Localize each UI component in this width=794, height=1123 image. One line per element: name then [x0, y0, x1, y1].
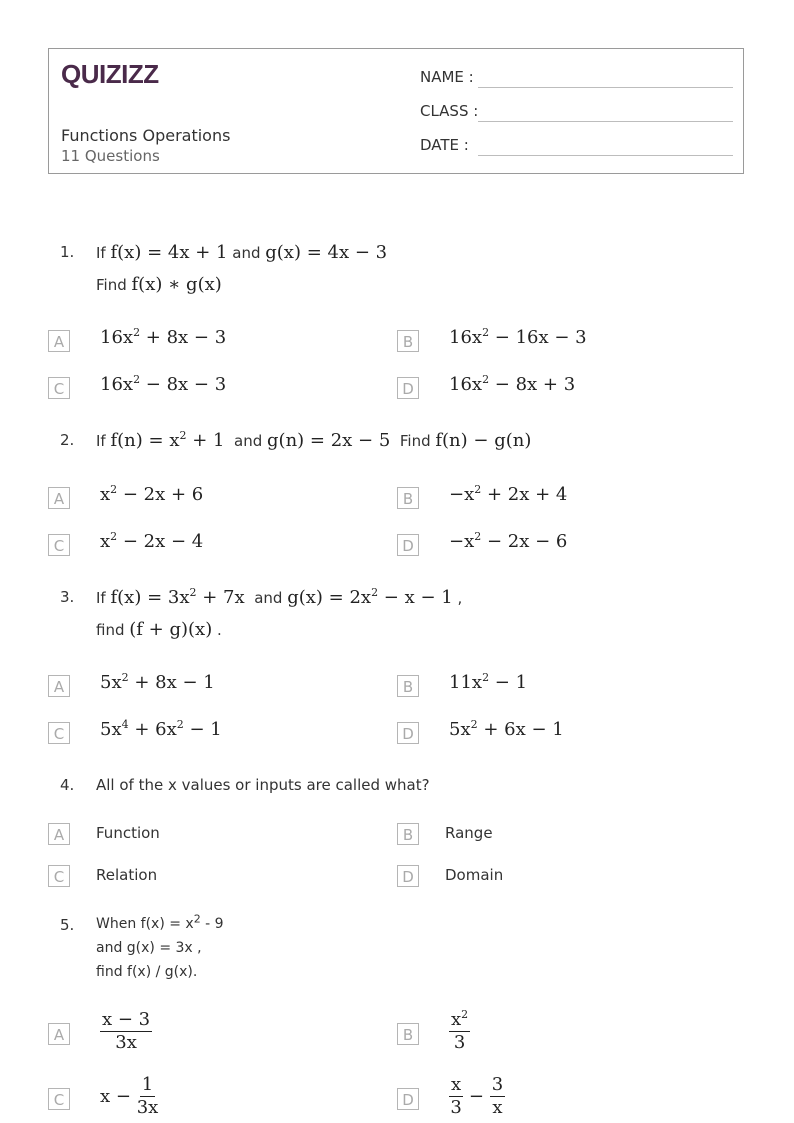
- option-letter: B: [397, 675, 419, 697]
- question-line-2: and g(x) = 3x ,: [96, 940, 202, 956]
- option-letter: A: [48, 823, 70, 845]
- option-text: $\frac{x - 3}{3x}$: [102, 1009, 151, 1053]
- question-text: If $f(n) = x^2 + 1$ and g(n) = 2x − 5 Find f(n) − g(n): [96, 429, 532, 451]
- question-text: All of the x values or inputs are called what?: [96, 776, 430, 794]
- question-line-3: find f(x) / g(x).: [96, 964, 198, 980]
- option-text: $5x^4 + 6x^2 - 1$: [100, 718, 222, 740]
- quizizz-logo: QUIZIZZ: [61, 59, 159, 89]
- option-text: $\frac{x^2}{3}$: [451, 1008, 469, 1053]
- question-number: 4.: [60, 776, 75, 794]
- question-count: 11 Questions: [61, 147, 160, 165]
- question-number: 3.: [60, 588, 75, 606]
- option-text: Function: [96, 824, 160, 842]
- option-text: $16x^2 - 16x - 3$: [449, 326, 587, 348]
- class-label: CLASS :: [420, 102, 479, 120]
- option-letter: D: [397, 377, 419, 399]
- date-field[interactable]: [420, 136, 733, 154]
- option-text: $x^2 - 2x + 6$: [100, 483, 204, 505]
- option-text: $16x^2 + 8x - 3$: [100, 326, 227, 348]
- option-text: $-x^2 - 2x - 6$: [449, 530, 568, 552]
- option-letter: A: [48, 1023, 70, 1045]
- option-letter: D: [397, 722, 419, 744]
- class-field[interactable]: [420, 102, 733, 120]
- option-text: $\frac{x}{3}$ − $\frac{3}{x}$: [450, 1074, 504, 1118]
- class-line[interactable]: [478, 121, 733, 122]
- option-text: $5x^2 + 8x - 1$: [100, 671, 215, 693]
- option-letter: B: [397, 1023, 419, 1045]
- date-label: DATE :: [420, 136, 469, 154]
- question-number: 2.: [60, 431, 75, 449]
- worksheet-title: Functions Operations: [61, 126, 231, 145]
- option-text: Relation: [96, 866, 158, 884]
- worksheet-header: [48, 48, 744, 174]
- option-letter: C: [48, 377, 70, 399]
- option-letter: C: [48, 865, 70, 887]
- question-text: If $f(x) = 3x^2 + 7x$ and $g(x) = 2x^2 - x - 1$ ,: [96, 586, 463, 608]
- option-text: $-x^2 + 2x + 4$: [449, 483, 568, 505]
- option-text: $x^2 - 2x - 4$: [100, 530, 204, 552]
- question-number: 5.: [60, 916, 75, 934]
- option-letter: A: [48, 487, 70, 509]
- option-letter: A: [48, 675, 70, 697]
- option-text: Domain: [445, 866, 504, 884]
- option-letter: B: [397, 487, 419, 509]
- option-letter: D: [397, 534, 419, 556]
- name-label: NAME :: [420, 68, 474, 86]
- name-line[interactable]: [478, 87, 733, 88]
- option-letter: A: [48, 330, 70, 352]
- option-text: Range: [445, 824, 493, 842]
- question-subtext: Find f(x) ∗ g(x): [96, 274, 222, 295]
- option-letter: C: [48, 1088, 70, 1110]
- option-text: $11x^2 - 1$: [449, 671, 528, 693]
- question-text: If f(x) = 4x + 1 and g(x) = 4x − 3: [96, 242, 388, 263]
- option-letter: D: [397, 865, 419, 887]
- name-field[interactable]: [420, 68, 733, 86]
- option-text: $5x^2 + 6x - 1$: [449, 718, 564, 740]
- option-text: $16x^2 - 8x - 3$: [100, 373, 227, 395]
- option-letter: C: [48, 534, 70, 556]
- question-subtext: find (f + g)(x) .: [96, 619, 222, 640]
- question-number: 1.: [60, 243, 75, 261]
- option-text: $16x^2 - 8x + 3$: [449, 373, 576, 395]
- option-letter: C: [48, 722, 70, 744]
- option-letter: B: [397, 330, 419, 352]
- date-line[interactable]: [478, 155, 733, 156]
- option-text: x − $\frac{1}{3x}$: [100, 1074, 159, 1118]
- option-letter: D: [397, 1088, 419, 1110]
- question-line-1: When $f(x) = x^2 - 9$: [96, 912, 224, 932]
- option-letter: B: [397, 823, 419, 845]
